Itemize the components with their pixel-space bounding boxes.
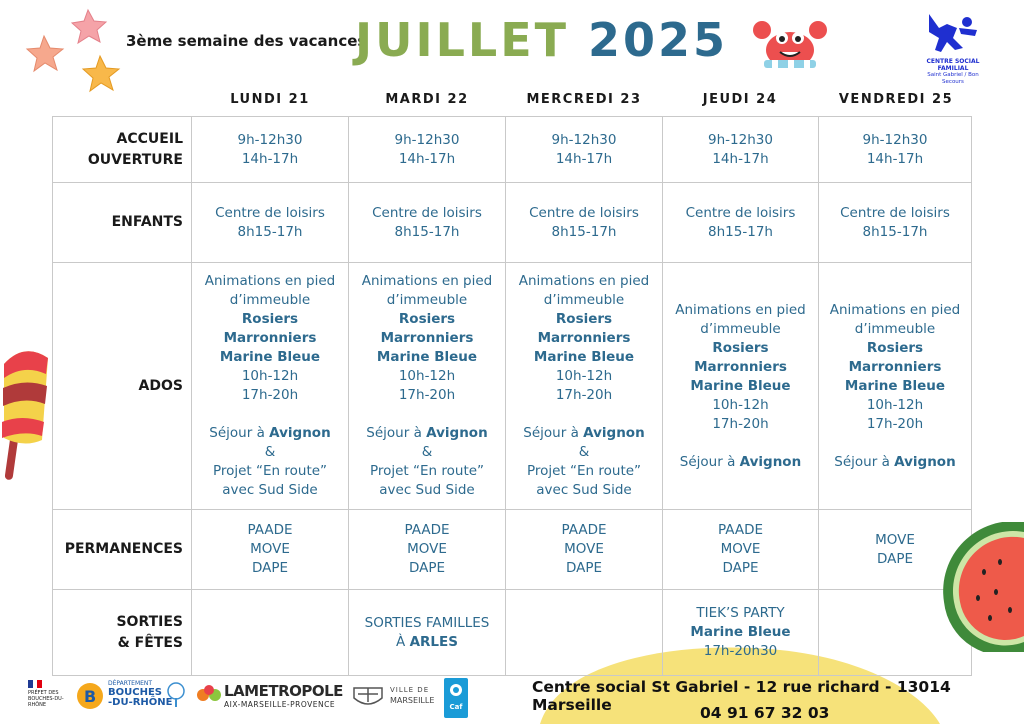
cell-line: PAADE (247, 522, 293, 538)
title-month: JUILLET (355, 13, 570, 67)
cell-permanences-mon (192, 510, 349, 590)
cell-sorties-thu (663, 590, 819, 676)
page-title (355, 12, 728, 68)
cell-line: 17h-20h (712, 415, 769, 432)
day-header-tuesday: MARDI 22 (385, 92, 469, 107)
cell-sorties-mon (192, 590, 349, 676)
cell-permanences-thu (663, 510, 819, 590)
watermelon-icon (934, 522, 1024, 652)
cell-line: 17h-20h (398, 387, 456, 403)
cell-line: MOVE (875, 531, 915, 548)
cell-sorties-wed (506, 590, 663, 676)
cell-line: Séjour à Avignon (209, 425, 331, 441)
cell-line: 10h-12h (241, 368, 299, 384)
cell-line: d’immeuble (543, 292, 625, 308)
table-row-accueil (53, 117, 972, 183)
cell-accueil-wed (506, 117, 663, 183)
day-header-monday: LUNDI 21 (230, 92, 310, 107)
cell-line: Séjour à Avignon (523, 425, 645, 441)
day-header-wednesday: MERCREDI 23 (526, 92, 642, 107)
cell-line: Marine Bleue (690, 377, 791, 394)
cell-line: DAPE (251, 560, 289, 576)
row-label-accueil (53, 117, 192, 183)
cell-line: DAPE (722, 560, 759, 576)
cell-line: 9h-12h30 (551, 131, 617, 148)
cell-line: & (421, 444, 433, 460)
table-row-permanences (53, 510, 972, 590)
cell-line: Marine Bleue (844, 377, 946, 394)
tree-icon (164, 682, 188, 708)
cell-ados-wed (506, 263, 663, 510)
cell-line: TIEK’S PARTY (696, 605, 785, 621)
cell-line: Marronniers (537, 330, 631, 346)
row-label-enfants: ENFANTS (53, 183, 192, 263)
cell-line: SORTIES FAMILLES (364, 614, 490, 631)
cell-line: PAADE (404, 522, 450, 538)
cell-line: Rosiers (712, 339, 769, 356)
cell-line: Animations en pied (829, 301, 961, 318)
cell-line: Marronniers (223, 330, 317, 346)
cell-line: Rosiers (866, 339, 924, 356)
cell-line: Marine Bleue (376, 349, 478, 365)
cell-enfants-thu (663, 183, 819, 263)
cell-line: 9h-12h30 (862, 131, 928, 148)
cell-line: PAADE (561, 522, 607, 538)
org-logo-line2: Saint Gabriel / Bon Secours (927, 72, 979, 85)
cell-line: Rosiers (555, 311, 613, 327)
cell-line: Séjour à Avignon (679, 453, 802, 470)
cell-line: DAPE (408, 560, 446, 576)
cell-line: Centre de loisirs (529, 204, 639, 221)
cell-line: 14h-17h (555, 150, 613, 167)
cell-line: Marine Bleue (690, 624, 791, 640)
schedule-table (52, 116, 972, 676)
marseille-crest-icon (350, 684, 386, 708)
starfish-icon (16, 6, 128, 102)
cell-line: DAPE (565, 560, 603, 576)
cell-permanences-tue (349, 510, 506, 590)
week-label: 3ème semaine des vacances (126, 32, 367, 50)
cell-line: 14h-17h (866, 150, 924, 167)
row-label-permanences: PERMANENCES (53, 510, 192, 590)
logo-metro-line: AIX-MARSEILLE-PROVENCE (224, 700, 336, 709)
department-logo-icon (76, 682, 104, 710)
cell-line: Animations en pied (675, 301, 806, 318)
table-row-sorties (53, 590, 972, 676)
cell-line: d’immeuble (386, 292, 468, 308)
cell-line: 17h-20h (866, 415, 924, 432)
cell-line: Rosiers (398, 311, 456, 327)
cell-line: avec Sud Side (536, 482, 632, 498)
footer-address: Centre social St Gabriel - 12 rue richard - 13014 Marseille (532, 678, 951, 714)
logo-ville-line: VILLE DE (390, 686, 430, 694)
cell-line: 17h-20h (555, 387, 613, 403)
cell-enfants-mon (192, 183, 349, 263)
cell-line: Animations en pied (204, 273, 336, 289)
cell-line: 10h-12h (712, 396, 769, 413)
cell-line: PAADE (717, 522, 764, 538)
table-row-enfants (53, 183, 972, 263)
cell-line: 10h-12h (555, 368, 613, 384)
cell-line: Séjour à Avignon (366, 425, 488, 441)
cell-line: Centre de loisirs (840, 204, 950, 221)
cell-line: Projet “En route” (369, 463, 485, 479)
org-logo (918, 10, 988, 86)
logo-caf-text: Caf (449, 703, 463, 711)
caf-logo-icon (447, 681, 465, 699)
cell-line: Marronniers (694, 358, 787, 375)
cell-accueil-mon (192, 117, 349, 183)
cell-sorties-tue (349, 590, 506, 676)
footer-phone: 04 91 67 32 03 (700, 704, 830, 722)
cell-line: Rosiers (241, 311, 299, 327)
cell-line: MOVE (720, 541, 761, 557)
cell-line: Centre de loisirs (685, 204, 796, 221)
cell-line: 10h-12h (866, 396, 924, 413)
cell-accueil-thu (663, 117, 819, 183)
row-label-sorties (53, 590, 192, 676)
row-label-line: OUVERTURE (87, 151, 183, 168)
logo-metro-line: LAMETROPOLE (224, 682, 343, 700)
cell-line: d’immeuble (229, 292, 311, 308)
logo-caf (444, 678, 468, 718)
cell-line: & (578, 444, 590, 460)
cell-ados-mon (192, 263, 349, 510)
cell-accueil-fri (819, 117, 972, 183)
day-header-friday: VENDREDI 25 (838, 92, 954, 107)
cell-line: 14h-17h (398, 150, 456, 167)
logo-dept-line: DÉPARTEMENT (108, 680, 153, 687)
cell-enfants-fri (819, 183, 972, 263)
logo-departement (76, 680, 188, 710)
cell-line: Projet “En route” (212, 463, 328, 479)
cell-ados-tue (349, 263, 506, 510)
cell-line: 8h15-17h (237, 223, 303, 240)
logo-metropole (196, 682, 344, 710)
title-year: 2025 (588, 13, 729, 67)
marianne-icon (28, 680, 42, 688)
cell-line: d’immeuble (854, 320, 936, 337)
cell-line: À ARLES (396, 633, 458, 650)
logo-prefet-text: PRÉFET DES BOUCHES-DU-RHÔNE (28, 690, 64, 708)
cell-line: d’immeuble (700, 320, 781, 337)
table-row-ados (53, 263, 972, 510)
svg-text:B: B (84, 687, 97, 706)
cell-line: 8h15-17h (551, 223, 617, 240)
cell-line: 9h-12h30 (708, 131, 773, 148)
cell-line: Marronniers (380, 330, 474, 346)
crab-icon (750, 14, 830, 76)
cell-line: Marine Bleue (219, 349, 321, 365)
cell-line: Centre de loisirs (215, 204, 325, 221)
cell-line: avec Sud Side (379, 482, 475, 498)
cell-line: MOVE (407, 541, 447, 557)
cell-line: 14h-17h (712, 150, 769, 167)
cell-line: 8h15-17h (862, 223, 928, 240)
cell-line: 10h-12h (398, 368, 456, 384)
cell-line: 8h15-17h (394, 223, 460, 240)
cell-line: MOVE (250, 541, 290, 557)
cell-line: 17h-20h30 (703, 643, 778, 659)
cell-line: avec Sud Side (222, 482, 318, 498)
logo-dept-line: BOUCHES (108, 687, 162, 698)
cell-line: 9h-12h30 (237, 131, 303, 148)
row-label-line: SORTIES (116, 613, 183, 630)
row-label-line: ACCUEIL (116, 130, 183, 147)
logo-ville-marseille (350, 684, 440, 710)
row-label-line: & FÊTES (117, 634, 183, 651)
cell-line: Marine Bleue (533, 349, 635, 365)
cell-line: Centre de loisirs (372, 204, 482, 221)
cell-line: 8h15-17h (708, 223, 773, 240)
cell-line: 17h-20h (241, 387, 299, 403)
cell-accueil-tue (349, 117, 506, 183)
cell-enfants-tue (349, 183, 506, 263)
cell-line: 14h-17h (241, 150, 299, 167)
cell-line: Animations en pied (361, 273, 493, 289)
org-logo-line1: CENTRE SOCIAL FAMILIAL (926, 58, 980, 72)
cell-line: Séjour à Avignon (834, 453, 956, 470)
org-logo-icon (923, 10, 983, 54)
logo-ville-line: MARSEILLE (390, 696, 435, 705)
cell-line: Marronniers (848, 358, 942, 375)
logo-prefet (28, 680, 68, 708)
cell-line: Projet “En route” (526, 463, 642, 479)
cell-ados-fri (819, 263, 972, 510)
cell-line: Animations en pied (518, 273, 650, 289)
logo-dept-line: -DU-RHÔNE (108, 697, 173, 708)
cell-line: 9h-12h30 (394, 131, 460, 148)
cell-line: & (264, 444, 276, 460)
row-label-ados: ADOS (53, 263, 192, 510)
cell-ados-thu (663, 263, 819, 510)
cell-permanences-wed (506, 510, 663, 590)
popsicle-icon (0, 344, 54, 484)
cell-line: DAPE (876, 550, 914, 567)
cell-enfants-wed (506, 183, 663, 263)
day-header-thursday: JEUDI 24 (702, 92, 778, 107)
metropole-logo-icon (196, 684, 222, 706)
cell-line: MOVE (564, 541, 604, 557)
